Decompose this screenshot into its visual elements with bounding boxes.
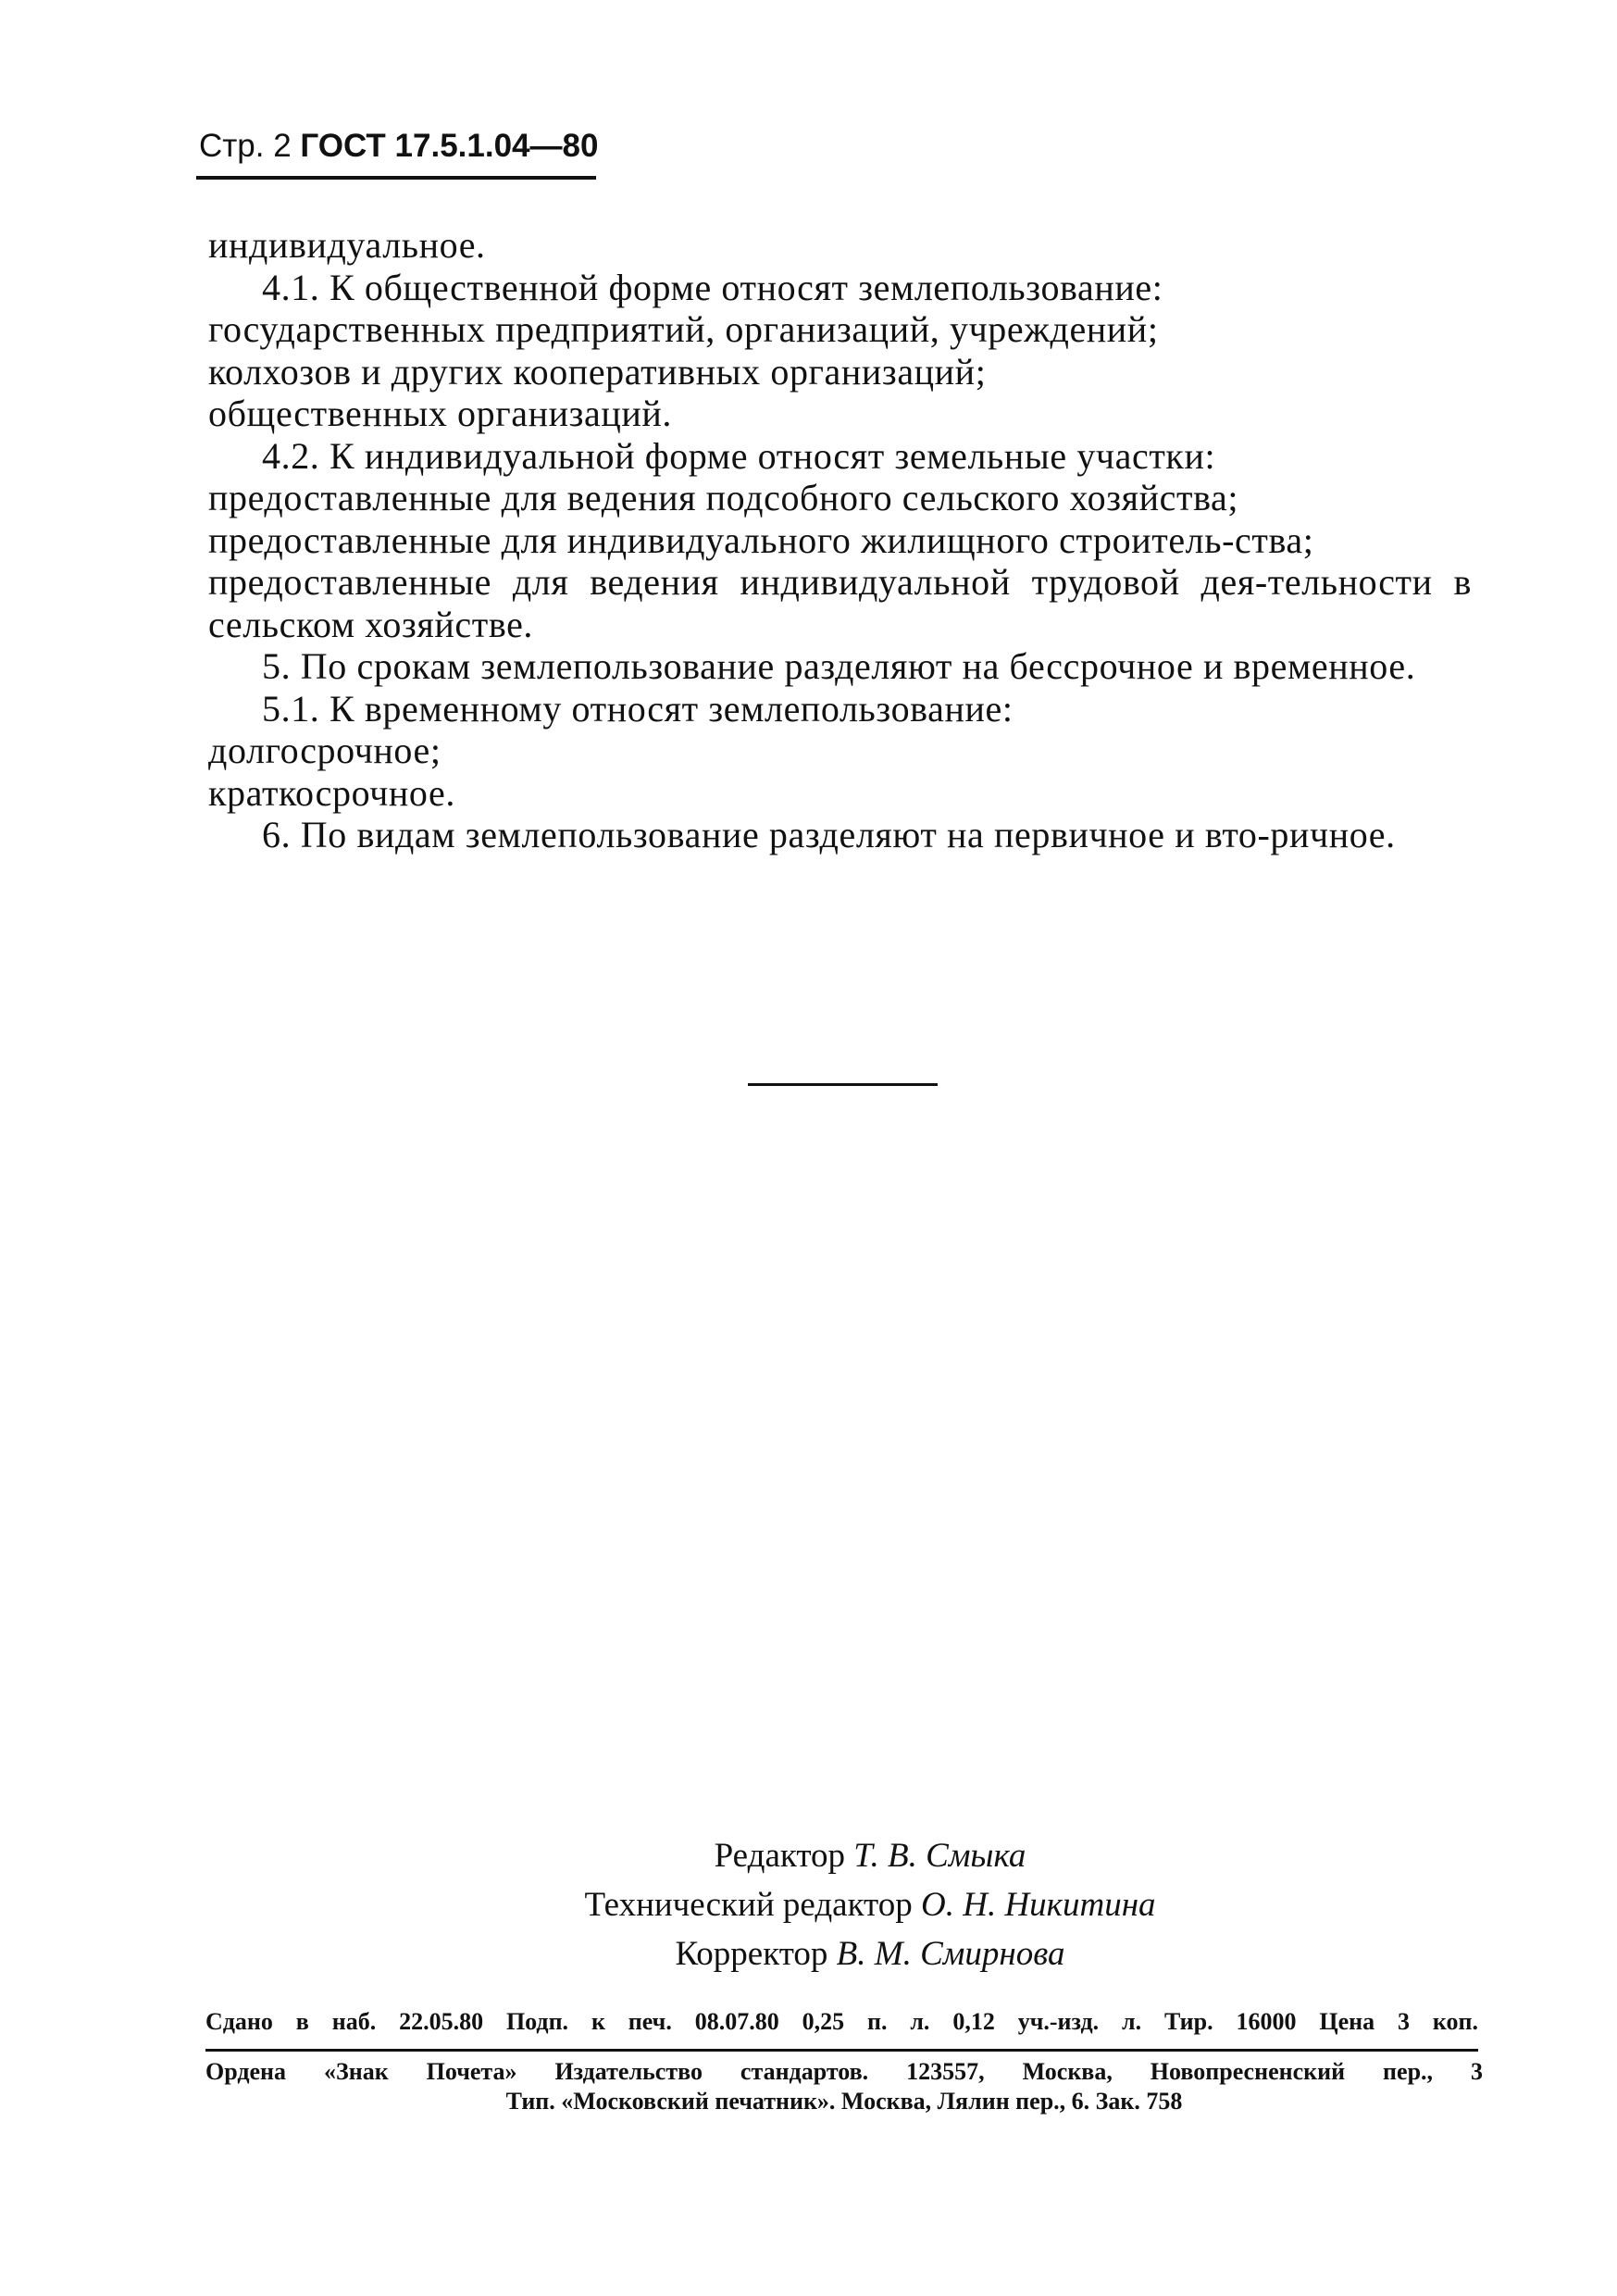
imprint-line: Сдано в наб. 22.05.80 Подп. к печ. 08.07.80 0,25 п. л. 0,12 уч.-изд. л. Тир. 16000 Цена 3 коп. (205, 2008, 1478, 2035)
body-line: краткосрочное. (208, 771, 455, 814)
body-line: общественных организаций. (208, 393, 672, 434)
credits (407, 1831, 1333, 1978)
editor-name: Т. В. Смыка (853, 1837, 1026, 1875)
page-header (199, 128, 598, 165)
page-number: Стр. 2 (199, 128, 292, 164)
tech-editor-role: Технический редактор (584, 1886, 913, 1924)
editor-role: Редактор (714, 1837, 846, 1875)
body-line: 4.1. К общественной форме относят землепользование: (262, 266, 1163, 308)
body-line: 5.1. К временному относят землепользование: (262, 687, 1014, 730)
body-line: 4.2. К индивидуальной форме относят земельные участки: (262, 434, 1216, 477)
standard-code: ГОСТ 17.5.1.04—80 (300, 128, 599, 164)
corrector-line (407, 1929, 1333, 1978)
tech-editor-name: О. Н. Никитина (921, 1886, 1156, 1924)
body-line: колхозов и других кооперативных организаций; (208, 350, 987, 393)
body-line: 6. По видам землепользование разделяют на первичное и вто-ричное. (262, 814, 1396, 855)
body-line: индивидуальное. (208, 224, 486, 266)
corrector-role: Корректор (675, 1935, 828, 1973)
body-line: предоставленные для ведения индивидуальной трудовой дея-тельности в сельском хозяйстве. (208, 561, 1472, 645)
publisher-info (205, 2057, 1483, 2116)
publisher-line-1: Ордена «Знак Почета» Издательство стандартов. 123557, Москва, Новопресненский пер., 3 (205, 2058, 1483, 2085)
tech-editor-line (407, 1880, 1333, 1929)
body-line: предоставленные для ведения подсобного сельского хозяйства; (208, 477, 1239, 518)
body-text (208, 224, 1472, 856)
corrector-name: В. М. Смирнова (836, 1935, 1065, 1973)
section-divider (748, 1083, 938, 1086)
publisher-line-2: Тип. «Московский печатник». Москва, Лялин пер., 6. Зак. 758 (505, 2088, 1183, 2115)
body-line: предоставленные для индивидуального жилищного строитель-ства; (208, 518, 1314, 561)
body-line: долгосрочное; (208, 730, 442, 771)
editor-line (407, 1831, 1333, 1880)
header-rule (196, 176, 596, 180)
body-line: государственных предприятий, организаций, учреждений; (208, 308, 1159, 350)
body-line: 5. По срокам землепользование разделяют на бессрочное и временное. (262, 645, 1416, 687)
imprint-rule (205, 2049, 1478, 2052)
